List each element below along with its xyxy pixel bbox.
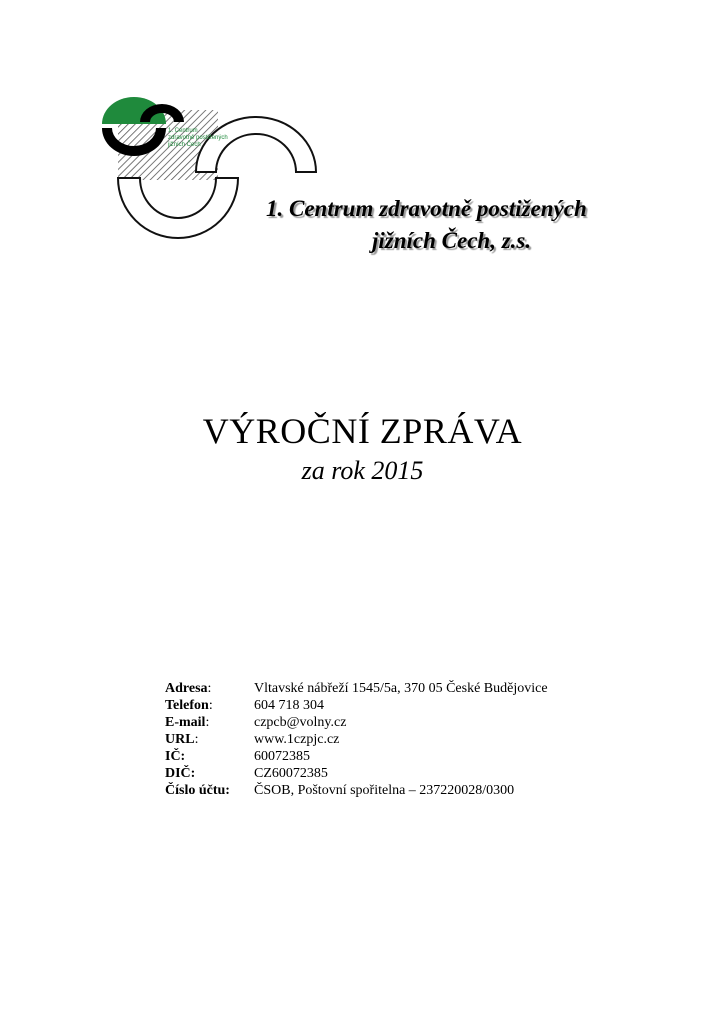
contact-label: DIČ:	[165, 766, 196, 781]
contact-value: 604 718 304	[254, 698, 324, 713]
report-subtitle: za rok 2015	[301, 456, 424, 485]
contact-row	[165, 748, 548, 765]
logo-text-1: 1. Centrum	[168, 128, 198, 134]
contact-table	[165, 680, 548, 799]
contact-row	[165, 680, 548, 697]
logo-text-3: jižních Čech	[168, 142, 201, 148]
report-title: VÝROČNÍ ZPRÁVA	[202, 411, 523, 451]
contact-label: URL:	[165, 732, 199, 747]
contact-row	[165, 714, 548, 731]
contact-value: www.1czpjc.cz	[254, 732, 340, 747]
contact-label: E-mail:	[165, 715, 210, 730]
organization-name-line1: 1. Centrum zdravotně postižených	[266, 196, 587, 221]
logo-outline-lower-c	[118, 178, 238, 238]
contact-row	[165, 731, 548, 748]
organization-name-line2: jižních Čech, z.s.	[372, 228, 532, 253]
contact-label: Číslo účtu:	[165, 783, 230, 798]
contact-row	[165, 765, 548, 782]
contact-value: 60072385	[254, 749, 310, 764]
contact-value: CZ60072385	[254, 766, 328, 781]
contact-label: IČ:	[165, 749, 186, 764]
organization-logo	[96, 92, 332, 262]
contact-value: ČSOB, Poštovní spořitelna – 237220028/0300	[254, 783, 515, 798]
contact-label: Adresa:	[165, 681, 212, 696]
contact-row	[165, 697, 548, 714]
contact-value: czpcb@volny.cz	[254, 715, 347, 730]
logo-text-2: zdravotně postižených	[168, 135, 228, 141]
contact-value: Vltavské nábřeží 1545/5a, 370 05 České Budějovice	[254, 681, 548, 696]
contact-label: Telefon:	[165, 698, 213, 713]
contact-row	[165, 782, 548, 799]
